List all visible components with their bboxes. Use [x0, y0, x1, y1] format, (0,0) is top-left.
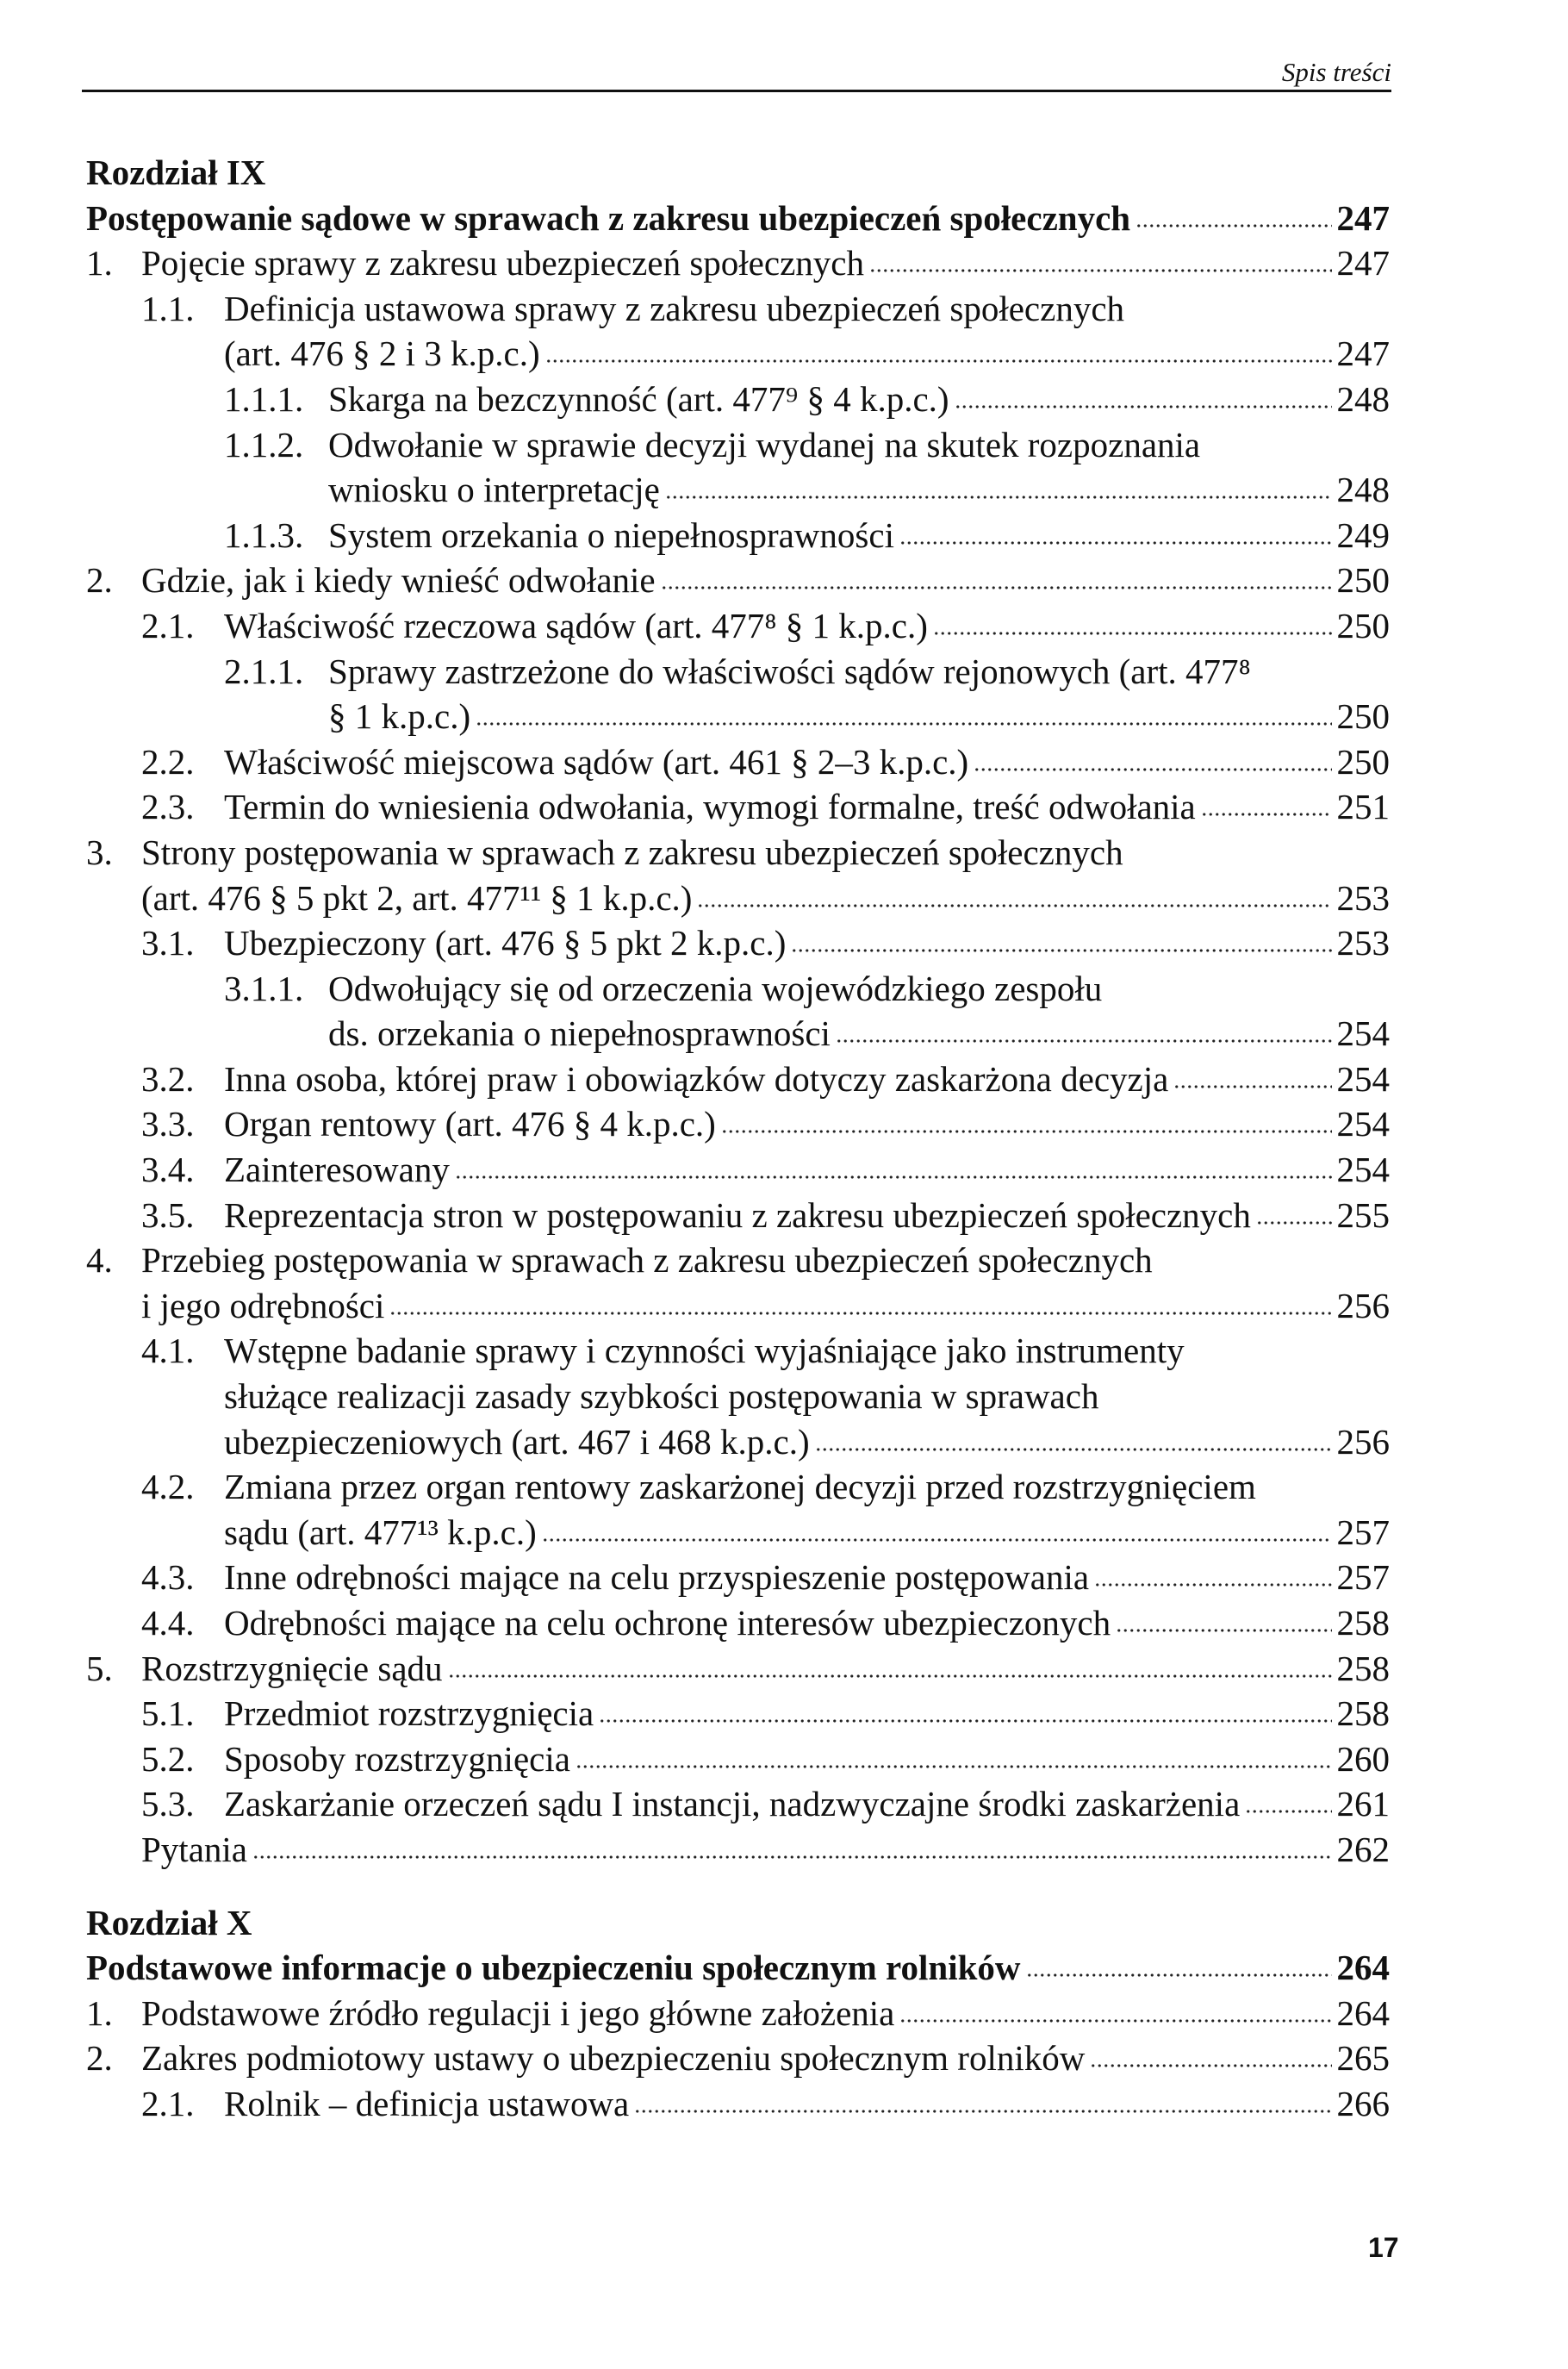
entry-page: 251 — [1336, 787, 1390, 827]
dot-leader — [899, 539, 1332, 547]
entry-page: 255 — [1336, 1194, 1390, 1235]
entry-title: Rozstrzygnięcie sądu — [141, 1648, 443, 1688]
toc-entry — [0, 1464, 1390, 1510]
entry-page: 266 — [1336, 2083, 1390, 2123]
toc-entry — [0, 649, 1390, 695]
page-number: 17 — [1368, 2232, 1399, 2263]
entry-title: Właściwość miejscowa sądów (art. 461 § 2–3 k.p.c.) — [224, 741, 969, 782]
toc-entry[interactable] — [0, 467, 1390, 513]
entry-title: Strony postępowania w sprawach z zakresu ubezpieczeń społecznych — [141, 832, 1123, 872]
entry-number: 3.2. — [141, 1058, 195, 1099]
toc-entry[interactable] — [0, 331, 1390, 377]
toc-entry[interactable] — [0, 920, 1390, 966]
chapter-title[interactable] — [0, 196, 1390, 241]
toc-entry — [0, 422, 1390, 468]
entry-number: 4.2. — [141, 1467, 195, 1507]
entry-title: ds. orzekania o niepełnosprawności — [328, 1013, 831, 1054]
entry-number: 3.1. — [141, 923, 195, 963]
entry-page: 254 — [1336, 1150, 1390, 1190]
entry-number: 1.1.1. — [224, 378, 304, 419]
toc-entry — [0, 1328, 1390, 1374]
entry-title: Termin do wniesienia odwołania, wymogi formalne, treść odwołania — [224, 787, 1196, 827]
dot-leader — [955, 402, 1332, 411]
entry-number: 4.1. — [141, 1331, 195, 1371]
dot-leader — [1090, 2061, 1331, 2070]
entry-page: 248 — [1336, 470, 1390, 510]
toc-entry[interactable] — [0, 1419, 1390, 1465]
toc-entry[interactable] — [0, 558, 1390, 603]
toc-entry[interactable] — [0, 1646, 1390, 1692]
entry-title: Organ rentowy (art. 476 § 4 k.p.c.) — [224, 1104, 716, 1144]
entry-title: Reprezentacja stron w postępowaniu z zakresu ubezpieczeń społecznych — [224, 1194, 1251, 1235]
entry-number: 2.1.1. — [224, 651, 304, 691]
toc-entry[interactable] — [0, 1827, 1390, 1873]
entry-page: 247 — [1336, 243, 1390, 284]
toc-entry[interactable] — [0, 513, 1390, 558]
dot-leader — [576, 1762, 1332, 1771]
dot-leader — [933, 629, 1332, 638]
entry-page: 258 — [1336, 1603, 1390, 1643]
entry-title: Odrębności mające na celu ochronę interesów ubezpieczonych — [224, 1603, 1111, 1643]
entry-title: służące realizacji zasady szybkości postępowania w sprawach — [224, 1376, 1099, 1417]
dot-leader — [791, 946, 1331, 955]
entry-title: Zmiana przez organ rentowy zaskarżonej decyzji przed rozstrzygnięciem — [224, 1467, 1256, 1507]
entry-number: 2.1. — [141, 605, 195, 645]
entry-number: 3.4. — [141, 1150, 195, 1190]
toc-entry[interactable] — [0, 876, 1390, 921]
entry-title: Postępowanie sądowe w sprawach z zakresu ubezpieczeń społecznych — [86, 197, 1131, 238]
entry-title: Definicja ustawowa sprawy z zakresu ubezpieczeń społecznych — [224, 288, 1125, 328]
toc-entry[interactable] — [0, 1555, 1390, 1600]
dot-leader — [252, 1853, 1332, 1861]
entry-number: 4.4. — [141, 1603, 195, 1643]
toc-entry[interactable] — [0, 739, 1390, 785]
entry-page: 247 — [1336, 197, 1390, 238]
entry-title: Skarga na bezczynność (art. 477⁹ § 4 k.p.c.) — [328, 378, 949, 419]
entry-number: 4. — [86, 1240, 113, 1281]
entry-title: Sposoby rozstrzygnięcia — [224, 1738, 570, 1779]
chapter-spacer — [0, 1873, 1390, 1900]
toc-entry[interactable] — [0, 1991, 1390, 2036]
entry-number: 3.5. — [141, 1194, 195, 1235]
entry-page: 257 — [1336, 1512, 1390, 1552]
entry-page: 258 — [1336, 1648, 1390, 1688]
dot-leader — [1173, 1082, 1331, 1091]
toc-entry[interactable] — [0, 240, 1390, 286]
toc-entry — [0, 1374, 1390, 1419]
entry-title: Sprawy zastrzeżone do właściwości sądów rejonowych (art. 477⁸ — [328, 651, 1251, 691]
entry-page: 253 — [1336, 923, 1390, 963]
entry-number: 2. — [86, 2038, 113, 2079]
dot-leader — [1256, 1219, 1332, 1227]
entry-page: 250 — [1336, 696, 1390, 737]
entry-number: 2.3. — [141, 787, 195, 827]
entry-page: 254 — [1336, 1058, 1390, 1099]
dot-leader — [974, 765, 1331, 774]
dot-leader — [634, 2107, 1331, 2116]
entry-title: System orzekania o niepełnosprawności — [328, 514, 894, 555]
toc-entry[interactable] — [0, 603, 1390, 649]
toc-entry[interactable] — [0, 1147, 1390, 1193]
entry-number: 1. — [86, 243, 113, 284]
toc-entry[interactable] — [0, 1691, 1390, 1736]
entry-page: 262 — [1336, 1829, 1390, 1869]
entry-number: 3.3. — [141, 1104, 195, 1144]
dot-leader — [1026, 1971, 1332, 1979]
toc-entry[interactable] — [0, 1193, 1390, 1238]
entry-number: 5.2. — [141, 1738, 195, 1779]
dot-leader — [1094, 1580, 1331, 1589]
toc-entry[interactable] — [0, 2035, 1390, 2081]
entry-page: 250 — [1336, 741, 1390, 782]
entry-page: 254 — [1336, 1104, 1390, 1144]
entry-title: Pytania — [141, 1829, 247, 1869]
dot-leader — [1136, 221, 1331, 230]
dot-leader — [542, 1536, 1332, 1544]
toc-entry — [0, 966, 1390, 1012]
entry-number: 3.1.1. — [224, 968, 304, 1008]
entry-title: Przebieg postępowania w sprawach z zakresu ubezpieczeń społecznych — [141, 1240, 1153, 1281]
entry-title: Gdzie, jak i kiedy wnieść odwołanie — [141, 560, 656, 601]
entry-page: 253 — [1336, 877, 1390, 918]
entry-page: 257 — [1336, 1557, 1390, 1598]
entry-number: 5.3. — [141, 1784, 195, 1824]
entry-number: 2. — [86, 560, 113, 601]
toc-entry[interactable] — [0, 694, 1390, 739]
dot-leader — [836, 1037, 1332, 1045]
dot-leader — [1201, 810, 1332, 819]
entry-title: Odwołanie w sprawie decyzji wydanej na skutek rozpoznania — [328, 424, 1201, 464]
toc-entry[interactable] — [0, 1011, 1390, 1057]
toc-entry[interactable] — [0, 2081, 1390, 2127]
entry-page: 250 — [1336, 560, 1390, 601]
entry-page: 254 — [1336, 1013, 1390, 1054]
entry-page: 260 — [1336, 1738, 1390, 1779]
entry-title: sądu (art. 477¹³ k.p.c.) — [224, 1512, 537, 1552]
entry-page: 264 — [1336, 1948, 1390, 1988]
entry-title: Inne odrębności mające na celu przyspieszenie postępowania — [224, 1557, 1090, 1598]
entry-number: 1.1. — [141, 288, 195, 328]
entry-page: 256 — [1336, 1421, 1390, 1462]
entry-number: 4.3. — [141, 1557, 195, 1598]
entry-number: 2.2. — [141, 741, 195, 782]
entry-title: (art. 476 § 2 i 3 k.p.c.) — [224, 334, 540, 374]
entry-page: 248 — [1336, 378, 1390, 419]
dot-leader — [1116, 1626, 1331, 1635]
entry-title: Przedmiot rozstrzygnięcia — [224, 1693, 594, 1734]
entry-title: Podstawowe informacje o ubezpieczeniu społecznym rolników — [86, 1948, 1021, 1988]
entry-title: i jego odrębności — [141, 1285, 385, 1325]
toc-entry[interactable] — [0, 1057, 1390, 1102]
entry-title: Zaskarżanie orzeczeń sądu I instancji, nadzwyczajne środki zaskarżenia — [224, 1784, 1241, 1824]
toc-entry[interactable] — [0, 377, 1390, 422]
dot-leader — [448, 1672, 1332, 1680]
entry-title: Inna osoba, której praw i obowiązków dotyczy zaskarżona decyzja — [224, 1058, 1169, 1099]
dot-leader — [1245, 1807, 1331, 1816]
entry-number: 2.1. — [141, 2083, 195, 2123]
entry-title: § 1 k.p.c.) — [328, 696, 471, 737]
chapter-title[interactable] — [0, 1945, 1390, 1991]
chapter-heading — [0, 150, 1390, 196]
dot-leader — [665, 493, 1332, 502]
entry-title: Zainteresowany — [224, 1150, 450, 1190]
entry-number: 5. — [86, 1648, 113, 1688]
header-rule — [82, 90, 1391, 92]
entry-title: Zakres podmiotowy ustawy o ubezpieczeniu społecznym rolników — [141, 2038, 1086, 2079]
entry-title: Odwołujący się od orzeczenia wojewódzkiego zespołu — [328, 968, 1103, 1008]
entry-title: Wstępne badanie sprawy i czynności wyjaśniające jako instrumenty — [224, 1331, 1185, 1371]
entry-number: 1.1.2. — [224, 424, 304, 464]
entry-title: wniosku o interpretację — [328, 470, 660, 510]
entry-page: 250 — [1336, 605, 1390, 645]
entry-title: Właściwość rzeczowa sądów (art. 477⁸ § 1 k.p.c.) — [224, 605, 928, 645]
dot-leader — [721, 1127, 1332, 1136]
entry-page: 264 — [1336, 1992, 1390, 2033]
toc-entry[interactable] — [0, 1781, 1390, 1827]
entry-page: 256 — [1336, 1285, 1390, 1325]
chapter-heading — [0, 1900, 1390, 1946]
dot-leader — [661, 583, 1332, 592]
entry-title: Rolnik – definicja ustawowa — [224, 2083, 630, 2123]
dot-leader — [815, 1445, 1332, 1454]
entry-title: ubezpieczeniowych (art. 467 i 468 k.p.c.) — [224, 1421, 810, 1462]
running-head: Spis treści — [1281, 57, 1391, 87]
dot-leader — [599, 1717, 1331, 1725]
toc-entry[interactable] — [0, 1736, 1390, 1782]
entry-title: Pojęcie sprawy z zakresu ubezpieczeń społecznych — [141, 243, 864, 284]
dot-leader — [455, 1173, 1332, 1181]
toc-entry[interactable] — [0, 784, 1390, 830]
toc-entry — [0, 1237, 1390, 1283]
toc-entry[interactable] — [0, 1510, 1390, 1555]
entry-page: 247 — [1336, 334, 1390, 374]
entry-number: 1. — [86, 1992, 113, 2033]
dot-leader — [869, 266, 1332, 275]
entry-title: Ubezpieczony (art. 476 § 5 pkt 2 k.p.c.) — [224, 923, 787, 963]
toc-entry[interactable] — [0, 1600, 1390, 1646]
entry-title: (art. 476 § 5 pkt 2, art. 477¹¹ § 1 k.p.c.) — [141, 877, 693, 918]
dot-leader — [476, 720, 1331, 728]
entry-number: 3. — [86, 832, 113, 872]
entry-title: Rozdział IX — [86, 153, 266, 192]
entry-page: 258 — [1336, 1693, 1390, 1734]
toc-entry[interactable] — [0, 1283, 1390, 1329]
toc-entry[interactable] — [0, 1101, 1390, 1147]
entry-title: Rozdział X — [86, 1902, 252, 1942]
entry-page: 261 — [1336, 1784, 1390, 1824]
dot-leader — [545, 357, 1332, 365]
toc-entry — [0, 830, 1390, 876]
entry-page: 249 — [1336, 514, 1390, 555]
entry-title: Podstawowe źródło regulacji i jego główne założenia — [141, 1992, 895, 2033]
dot-leader — [697, 901, 1331, 910]
toc-entry — [0, 286, 1390, 332]
dot-leader — [899, 2017, 1331, 2025]
table-of-contents — [0, 150, 1390, 2127]
entry-number: 1.1.3. — [224, 514, 304, 555]
entry-page: 265 — [1336, 2038, 1390, 2079]
dot-leader — [389, 1309, 1331, 1318]
entry-number: 5.1. — [141, 1693, 195, 1734]
